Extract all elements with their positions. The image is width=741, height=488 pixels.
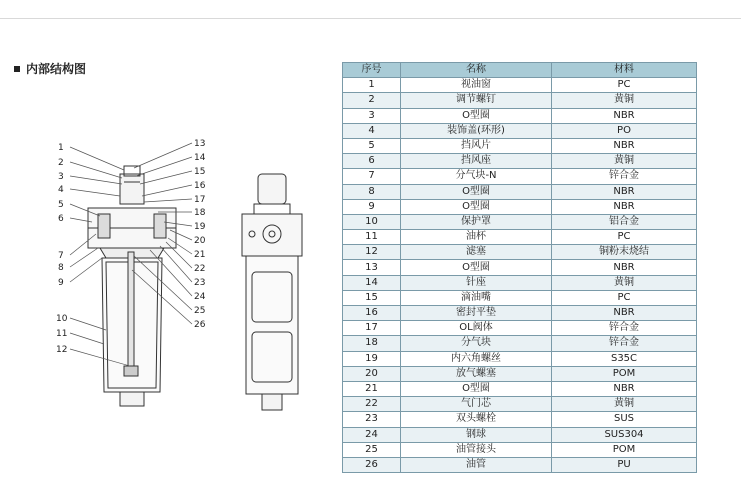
callout: 20 xyxy=(194,236,206,246)
cell-material: 锌合金 xyxy=(552,169,697,184)
table-row xyxy=(343,199,697,214)
callout: 17 xyxy=(194,195,206,205)
callout: 11 xyxy=(56,329,68,339)
cell-no: 5 xyxy=(343,138,401,153)
cell-material: SUS304 xyxy=(552,427,697,442)
cell-name: 分气块-N xyxy=(401,169,552,184)
cell-name: 挡风座 xyxy=(401,154,552,169)
callout: 18 xyxy=(194,208,206,218)
table-row xyxy=(343,457,697,472)
header-no: 序号 xyxy=(343,63,401,78)
callout: 12 xyxy=(56,345,68,355)
cell-name: 滤塞 xyxy=(401,245,552,260)
callout: 13 xyxy=(194,139,206,149)
table-row xyxy=(343,412,697,427)
header-name: 名称 xyxy=(401,63,552,78)
cell-no: 20 xyxy=(343,366,401,381)
cell-no: 11 xyxy=(343,230,401,245)
callout: 6 xyxy=(58,214,64,224)
section-title-text: 内部结构图 xyxy=(26,62,87,76)
callout: 15 xyxy=(194,167,206,177)
cell-material: 铝合金 xyxy=(552,214,697,229)
table-row xyxy=(343,93,697,108)
cell-material: 锌合金 xyxy=(552,321,697,336)
cell-no: 6 xyxy=(343,154,401,169)
table-row xyxy=(343,336,697,351)
cell-no: 3 xyxy=(343,108,401,123)
cell-no: 2 xyxy=(343,93,401,108)
cell-name: 油管 xyxy=(401,457,552,472)
cell-name: 视油窗 xyxy=(401,78,552,93)
cell-no: 21 xyxy=(343,381,401,396)
cell-name: 针座 xyxy=(401,275,552,290)
callout: 9 xyxy=(58,278,64,288)
sectional-view xyxy=(88,166,176,406)
callout: 25 xyxy=(194,306,206,316)
table-row xyxy=(343,184,697,199)
cell-name: O型圈 xyxy=(401,260,552,275)
cell-name: 放气螺塞 xyxy=(401,366,552,381)
cell-name: 油杯 xyxy=(401,230,552,245)
cell-name: 钢球 xyxy=(401,427,552,442)
table-row xyxy=(343,214,697,229)
cell-material: NBR xyxy=(552,381,697,396)
cell-material: PU xyxy=(552,457,697,472)
callout: 4 xyxy=(58,185,64,195)
cell-material: 黄铜 xyxy=(552,397,697,412)
table-row xyxy=(343,123,697,138)
callout: 8 xyxy=(58,263,64,273)
table-row xyxy=(343,366,697,381)
bullet-square-icon xyxy=(14,66,20,72)
table-header-row xyxy=(343,63,697,78)
cell-name: 内六角螺丝 xyxy=(401,351,552,366)
cell-name: O型圈 xyxy=(401,199,552,214)
left-callouts xyxy=(56,143,68,355)
cell-no: 10 xyxy=(343,214,401,229)
cell-name: 双头螺栓 xyxy=(401,412,552,427)
cell-name: 装饰盖(环形) xyxy=(401,123,552,138)
parts-table xyxy=(342,62,697,473)
cell-no: 24 xyxy=(343,427,401,442)
cell-no: 19 xyxy=(343,351,401,366)
table-row xyxy=(343,154,697,169)
callout: 14 xyxy=(194,153,206,163)
table-row xyxy=(343,442,697,457)
callout: 5 xyxy=(58,200,64,210)
table-row xyxy=(343,138,697,153)
cell-no: 14 xyxy=(343,275,401,290)
callout: 7 xyxy=(58,251,64,261)
callout: 21 xyxy=(194,250,206,260)
cell-material: PO xyxy=(552,123,697,138)
cell-no: 23 xyxy=(343,412,401,427)
cell-no: 15 xyxy=(343,290,401,305)
table-row xyxy=(343,290,697,305)
cell-no: 4 xyxy=(343,123,401,138)
table-row xyxy=(343,306,697,321)
cell-no: 13 xyxy=(343,260,401,275)
table-row xyxy=(343,427,697,442)
cell-name: 挡风片 xyxy=(401,138,552,153)
exterior-view xyxy=(242,174,302,410)
cell-name: O型圈 xyxy=(401,184,552,199)
cell-material: SUS xyxy=(552,412,697,427)
cell-material: NBR xyxy=(552,260,697,275)
cell-material: S35C xyxy=(552,351,697,366)
cell-name: 分气块 xyxy=(401,336,552,351)
cell-no: 9 xyxy=(343,199,401,214)
cell-name: 保护罩 xyxy=(401,214,552,229)
table-row xyxy=(343,397,697,412)
cell-no: 25 xyxy=(343,442,401,457)
table-row xyxy=(343,230,697,245)
cell-name: 滴油嘴 xyxy=(401,290,552,305)
cell-no: 22 xyxy=(343,397,401,412)
cell-no: 18 xyxy=(343,336,401,351)
cell-material: 铜粉末烧结 xyxy=(552,245,697,260)
cell-material: POM xyxy=(552,442,697,457)
cell-no: 16 xyxy=(343,306,401,321)
top-divider xyxy=(0,18,741,19)
cell-name: O型圈 xyxy=(401,108,552,123)
cell-no: 1 xyxy=(343,78,401,93)
callout: 24 xyxy=(194,292,206,302)
cell-material: PC xyxy=(552,230,697,245)
cell-material: NBR xyxy=(552,184,697,199)
table-row xyxy=(343,169,697,184)
table-row xyxy=(343,275,697,290)
cell-name: O型圈 xyxy=(401,381,552,396)
cell-material: PC xyxy=(552,290,697,305)
cell-material: PC xyxy=(552,78,697,93)
cell-material: POM xyxy=(552,366,697,381)
cell-no: 7 xyxy=(343,169,401,184)
cell-no: 12 xyxy=(343,245,401,260)
cell-material: 黄铜 xyxy=(552,93,697,108)
cell-name: OL阀体 xyxy=(401,321,552,336)
right-callouts xyxy=(194,139,206,330)
callout: 19 xyxy=(194,222,206,232)
cell-name: 气门芯 xyxy=(401,397,552,412)
cell-material: NBR xyxy=(552,306,697,321)
cell-material: NBR xyxy=(552,138,697,153)
cell-no: 8 xyxy=(343,184,401,199)
callout: 22 xyxy=(194,264,206,274)
table-row xyxy=(343,321,697,336)
table-row xyxy=(343,78,697,93)
table-row xyxy=(343,351,697,366)
table-row xyxy=(343,260,697,275)
table-row xyxy=(343,245,697,260)
structure-drawing xyxy=(40,130,330,430)
callout: 3 xyxy=(58,172,64,182)
callout: 26 xyxy=(194,320,206,330)
cell-name: 密封平垫 xyxy=(401,306,552,321)
header-material: 材料 xyxy=(552,63,697,78)
callout: 2 xyxy=(58,158,64,168)
cell-material: 黄铜 xyxy=(552,154,697,169)
cell-material: NBR xyxy=(552,199,697,214)
callout: 16 xyxy=(194,181,206,191)
cell-material: 锌合金 xyxy=(552,336,697,351)
callout: 10 xyxy=(56,314,68,324)
cell-no: 17 xyxy=(343,321,401,336)
cell-name: 调节螺钉 xyxy=(401,93,552,108)
table-row xyxy=(343,381,697,396)
table-row xyxy=(343,108,697,123)
cell-no: 26 xyxy=(343,457,401,472)
cell-name: 油管接头 xyxy=(401,442,552,457)
callout: 23 xyxy=(194,278,206,288)
cell-material: NBR xyxy=(552,108,697,123)
cell-material: 黄铜 xyxy=(552,275,697,290)
callout: 1 xyxy=(58,143,64,153)
section-title xyxy=(14,60,86,77)
